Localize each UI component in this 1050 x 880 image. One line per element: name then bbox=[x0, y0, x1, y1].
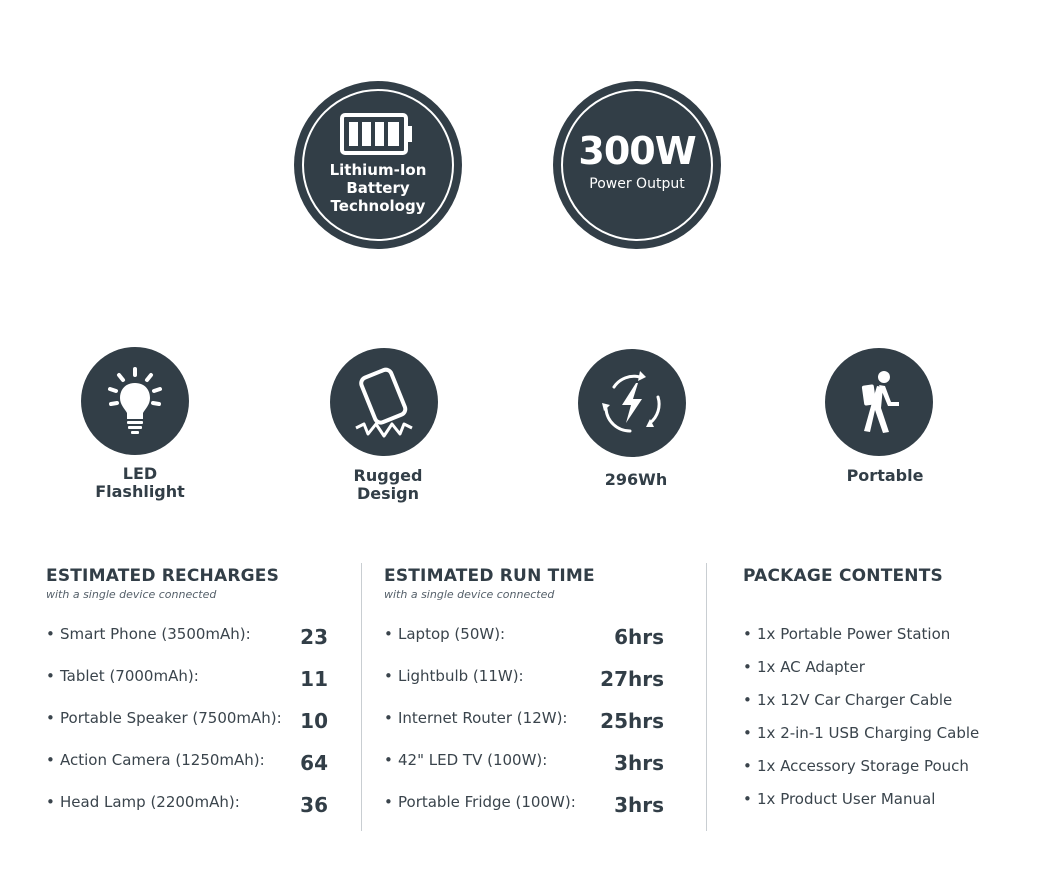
recharge-item bbox=[46, 625, 251, 643]
bullet: • bbox=[46, 709, 55, 727]
battery-badge-line: Technology bbox=[330, 197, 426, 215]
battery-technology-badge bbox=[294, 81, 462, 249]
package-item bbox=[743, 757, 969, 775]
battery-icon bbox=[340, 113, 414, 155]
power-output-badge bbox=[553, 81, 721, 249]
recharge-item bbox=[46, 709, 282, 727]
recharge-bolt-icon bbox=[578, 349, 686, 457]
runtime-item-value: 25hrs bbox=[600, 709, 664, 733]
section-title: ESTIMATED RECHARGES bbox=[46, 566, 280, 586]
bullet: • bbox=[384, 709, 393, 727]
power-output-label: Power Output bbox=[589, 176, 685, 192]
feature-label-capacity bbox=[556, 471, 716, 489]
bullet: • bbox=[46, 625, 55, 643]
bullet: • bbox=[743, 625, 752, 643]
runtime-item bbox=[384, 709, 567, 727]
recharge-item bbox=[46, 751, 265, 769]
bullet: • bbox=[46, 751, 55, 769]
feature-label-line: Design bbox=[357, 484, 419, 503]
bullet: • bbox=[743, 658, 752, 676]
recharge-item-label: Portable Speaker (7500mAh): bbox=[60, 709, 282, 727]
feature-label-line: LED bbox=[122, 464, 158, 483]
rugged-device-icon bbox=[330, 348, 438, 456]
package-item-label: 1x Accessory Storage Pouch bbox=[757, 757, 969, 775]
recharge-item-label: Action Camera (1250mAh): bbox=[60, 751, 265, 769]
bullet: • bbox=[743, 724, 752, 742]
package-item bbox=[743, 724, 979, 742]
runtime-item-label: Internet Router (12W): bbox=[398, 709, 568, 727]
section-subtitle: with a single device connected bbox=[46, 588, 217, 601]
package-item-label: 1x Portable Power Station bbox=[757, 625, 951, 643]
recharge-item-label: Head Lamp (2200mAh): bbox=[60, 793, 240, 811]
bullet: • bbox=[743, 691, 752, 709]
package-item-label: 1x 12V Car Charger Cable bbox=[757, 691, 953, 709]
package-item-label: 1x Product User Manual bbox=[757, 790, 936, 808]
feature-label-line: 296Wh bbox=[604, 470, 668, 489]
package-item bbox=[743, 691, 952, 709]
runtime-item-label: 42" LED TV (100W): bbox=[398, 751, 548, 769]
lightbulb-icon bbox=[81, 347, 189, 455]
runtime-item-label: Lightbulb (11W): bbox=[398, 667, 524, 685]
recharge-item-value: 64 bbox=[300, 751, 328, 775]
package-item bbox=[743, 625, 950, 643]
estimated-recharges-section bbox=[46, 566, 279, 601]
bullet: • bbox=[384, 625, 393, 643]
runtime-item-value: 6hrs bbox=[614, 625, 664, 649]
feature-label-line: Portable bbox=[846, 466, 924, 485]
package-item bbox=[743, 790, 935, 808]
feature-label-led-flashlight bbox=[60, 465, 220, 501]
recharge-item bbox=[46, 793, 240, 811]
recharge-item-value: 10 bbox=[300, 709, 328, 733]
package-item-label: 1x AC Adapter bbox=[757, 658, 865, 676]
runtime-item-label: Portable Fridge (100W): bbox=[398, 793, 576, 811]
package-item bbox=[743, 658, 865, 676]
feature-label-rugged-design bbox=[308, 467, 468, 503]
runtime-item bbox=[384, 793, 576, 811]
bullet: • bbox=[46, 793, 55, 811]
column-divider bbox=[706, 563, 707, 831]
power-output-value: 300W bbox=[578, 129, 696, 173]
section-title: ESTIMATED RUN TIME bbox=[384, 566, 595, 586]
recharge-item-label: Smart Phone (3500mAh): bbox=[60, 625, 251, 643]
hiker-icon bbox=[825, 348, 933, 456]
bullet: • bbox=[46, 667, 55, 685]
package-contents-section bbox=[743, 566, 943, 586]
battery-badge-text bbox=[294, 161, 462, 215]
runtime-item-value: 27hrs bbox=[600, 667, 664, 691]
bullet: • bbox=[384, 667, 393, 685]
section-title: PACKAGE CONTENTS bbox=[743, 566, 943, 586]
runtime-item-label: Laptop (50W): bbox=[398, 625, 506, 643]
runtime-item bbox=[384, 667, 524, 685]
recharge-item-value: 23 bbox=[300, 625, 328, 649]
runtime-item-value: 3hrs bbox=[614, 793, 664, 817]
feature-label-line: Flashlight bbox=[95, 482, 185, 501]
column-divider bbox=[361, 563, 362, 831]
recharge-item-value: 11 bbox=[300, 667, 328, 691]
recharge-item bbox=[46, 667, 199, 685]
bullet: • bbox=[384, 793, 393, 811]
battery-badge-line: Lithium-Ion bbox=[329, 161, 427, 179]
bullet: • bbox=[743, 757, 752, 775]
recharge-item-value: 36 bbox=[300, 793, 328, 817]
estimated-run-time-section bbox=[384, 566, 595, 601]
section-subtitle: with a single device connected bbox=[384, 588, 555, 601]
runtime-item bbox=[384, 751, 547, 769]
battery-badge-line: Battery bbox=[346, 179, 410, 197]
recharge-item-label: Tablet (7000mAh): bbox=[60, 667, 199, 685]
feature-label-line: Rugged bbox=[353, 466, 423, 485]
feature-label-portable bbox=[805, 467, 965, 485]
bullet: • bbox=[384, 751, 393, 769]
package-item-label: 1x 2-in-1 USB Charging Cable bbox=[757, 724, 980, 742]
runtime-item bbox=[384, 625, 505, 643]
runtime-item-value: 3hrs bbox=[614, 751, 664, 775]
bullet: • bbox=[743, 790, 752, 808]
